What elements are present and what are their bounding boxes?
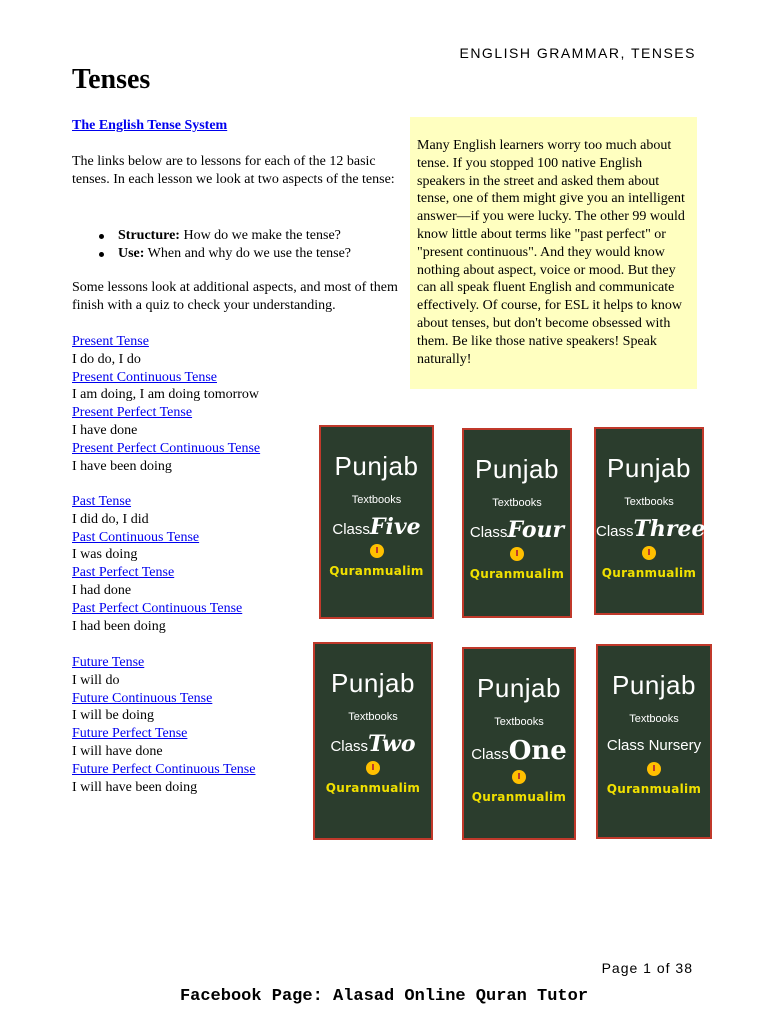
additional-paragraph: Some lessons look at additional aspects, and most of them finish with a quiz to check your understanding. bbox=[72, 280, 398, 313]
aspect-term: Use: bbox=[118, 246, 145, 261]
book-maker: Quranmualim bbox=[606, 782, 702, 796]
book-class-word: Class bbox=[596, 523, 634, 540]
book-subtitle: Textbooks bbox=[494, 716, 544, 728]
book-class-name: Five bbox=[369, 514, 421, 540]
book-class bbox=[321, 514, 432, 540]
book-maker: Quranmualim bbox=[325, 781, 421, 795]
book-class-word: Class bbox=[332, 521, 370, 538]
present-continuous-tense-link[interactable]: Present Continuous Tense bbox=[72, 369, 217, 385]
book-subtitle: Textbooks bbox=[348, 711, 398, 723]
tense-example: I will have been doing bbox=[72, 779, 198, 795]
present-tense-group bbox=[72, 333, 260, 475]
book-class-name: Two bbox=[367, 731, 416, 757]
note-box: Many English learners worry too much about tense. If you stopped 100 native English speakers in the street and asked them about tense, one of them might give you an intelligent answer—if you were lucky. The other 99 would know little about terms like "past perfect" or "present continuous". And they would know nothing about aspect, voice or mood. But they can all speak fluent English and communicate effectively. Of course, for ESL it helps to know about tenses, but don't become obsessed with them. Be like those native speakers! Speak naturally! bbox=[410, 117, 697, 389]
book-cover-class-five[interactable] bbox=[319, 425, 434, 619]
book-class-name: One bbox=[508, 736, 567, 766]
coin-icon bbox=[366, 761, 380, 775]
book-subtitle: Textbooks bbox=[492, 497, 542, 509]
future-perfect-continuous-tense-link[interactable]: Future Perfect Continuous Tense bbox=[72, 761, 256, 777]
aspect-term: Structure: bbox=[118, 228, 180, 243]
coin-icon bbox=[642, 546, 656, 560]
book-brand: Punjab bbox=[475, 454, 559, 484]
coin-icon bbox=[512, 770, 526, 784]
footer-text: Facebook Page: Alasad Online Quran Tutor bbox=[179, 987, 589, 1006]
book-class-name: Four bbox=[507, 517, 565, 543]
book-cover-class-nursery[interactable] bbox=[596, 644, 712, 839]
present-tense-link[interactable]: Present Tense bbox=[72, 334, 149, 349]
book-class bbox=[596, 516, 706, 542]
intro-paragraph: The links below are to lessons for each of the 12 basic tenses. In each lesson we look at two aspects of the tense: bbox=[72, 154, 395, 187]
book-class bbox=[464, 736, 574, 766]
past-tense-group bbox=[72, 493, 242, 635]
book-cover-class-one[interactable] bbox=[462, 647, 576, 840]
book-subtitle: Textbooks bbox=[629, 713, 679, 725]
tense-example: I have done bbox=[72, 422, 138, 438]
coin-icon bbox=[510, 547, 524, 561]
tense-example: I will do bbox=[72, 672, 120, 688]
book-class-word: Class bbox=[330, 738, 368, 755]
book-cover-class-four[interactable] bbox=[462, 428, 572, 618]
book-class bbox=[315, 731, 431, 757]
future-tense-group bbox=[72, 654, 255, 796]
book-maker: Quranmualim bbox=[329, 564, 424, 578]
aspect-text: How do we make the tense? bbox=[179, 228, 341, 243]
book-brand: Punjab bbox=[612, 670, 696, 700]
coin-icon bbox=[647, 762, 661, 776]
past-continuous-tense-link[interactable]: Past Continuous Tense bbox=[72, 529, 200, 545]
book-brand: Punjab bbox=[477, 673, 561, 703]
book-maker: Quranmualim bbox=[601, 566, 697, 580]
book-class-word: Class bbox=[606, 737, 645, 754]
book-maker: Quranmualim bbox=[471, 790, 567, 804]
book-class-name: Three bbox=[633, 516, 706, 542]
aspect-structure bbox=[94, 227, 351, 245]
future-continuous-tense-link[interactable]: Future Continuous Tense bbox=[72, 690, 213, 706]
document-header: ENGLISH GRAMMAR, TENSES bbox=[459, 45, 696, 61]
tense-example: I will be doing bbox=[72, 708, 155, 724]
tense-example: I am doing, I am doing tomorrow bbox=[72, 387, 260, 403]
past-perfect-tense-link[interactable]: Past Perfect Tense bbox=[72, 565, 175, 581]
book-brand: Punjab bbox=[334, 451, 419, 481]
tense-example: I will have done bbox=[72, 743, 163, 759]
aspect-use bbox=[94, 245, 351, 263]
tense-example: I had been doing bbox=[72, 618, 166, 634]
aspects-list bbox=[94, 227, 351, 263]
book-class-word: Class bbox=[471, 746, 509, 763]
future-tense-link[interactable]: Future Tense bbox=[72, 655, 145, 670]
book-maker: Quranmualim bbox=[469, 567, 565, 581]
book-brand: Punjab bbox=[607, 453, 691, 483]
tense-system-link[interactable]: The English Tense System bbox=[72, 118, 228, 133]
tense-example: I have been doing bbox=[72, 458, 172, 474]
page-title: Tenses bbox=[72, 64, 151, 95]
book-class-name: Nursery bbox=[648, 737, 702, 754]
book-cover-class-two[interactable] bbox=[313, 642, 433, 840]
tense-example: I do do, I do bbox=[72, 351, 141, 367]
book-cover-class-three[interactable] bbox=[594, 427, 704, 615]
book-class bbox=[598, 737, 710, 754]
coin-icon bbox=[370, 544, 384, 558]
aspect-text: When and why do we use the tense? bbox=[144, 246, 352, 261]
page-number: Page 1 of 38 bbox=[601, 960, 693, 976]
tense-example: I did do, I did bbox=[72, 511, 149, 527]
past-perfect-continuous-tense-link[interactable]: Past Perfect Continuous Tense bbox=[72, 600, 243, 616]
tense-example: I was doing bbox=[72, 547, 138, 563]
tense-example: I had done bbox=[72, 582, 132, 598]
book-subtitle: Textbooks bbox=[624, 496, 674, 508]
book-class-word: Class bbox=[469, 524, 508, 541]
book-class bbox=[464, 517, 570, 543]
book-subtitle: Textbooks bbox=[351, 494, 402, 506]
past-tense-link[interactable]: Past Tense bbox=[72, 494, 132, 509]
present-perfect-tense-link[interactable]: Present Perfect Tense bbox=[72, 405, 193, 421]
present-perfect-continuous-tense-link[interactable]: Present Perfect Continuous Tense bbox=[72, 440, 261, 456]
book-brand: Punjab bbox=[331, 668, 415, 698]
future-perfect-tense-link[interactable]: Future Perfect Tense bbox=[72, 726, 188, 742]
